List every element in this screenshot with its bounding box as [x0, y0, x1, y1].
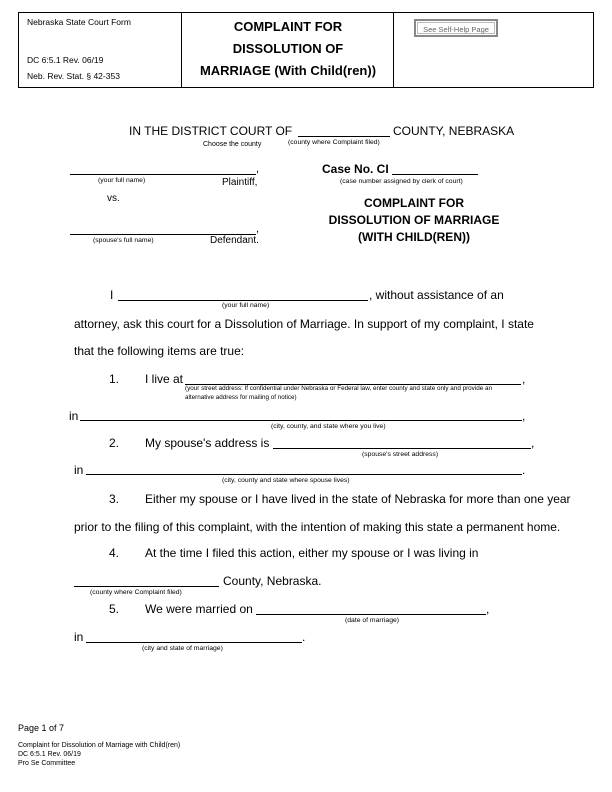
item5-in: in [74, 630, 84, 644]
item3-line2: prior to the filing of this complaint, with the intention of making this state a permanent home. [74, 520, 561, 534]
footer-committee: Pro Se Committee [18, 760, 76, 767]
item5-in-period: . [302, 630, 306, 644]
item5-label: We were married on [145, 602, 253, 616]
self-help-label: See Self-Help Page [417, 22, 495, 34]
item1-hint2: alternative address for mailing of notice) [185, 394, 297, 401]
form-info-box [18, 12, 182, 88]
case-no-label: Case No. CI [322, 162, 389, 176]
form-title-box [182, 12, 394, 88]
item5-number: 5. [109, 602, 120, 616]
footer-form-number: DC 6:5.1 Rev. 06/19 [18, 751, 81, 758]
item1-hint1: (your street address: If confidential under Nebraska or Federal law, enter county and state only and provide an [185, 385, 492, 392]
item2-city-hint: (city, county and state where spouse lives) [222, 477, 350, 484]
self-help-box [394, 12, 594, 88]
statute: Neb. Rev. Stat. § 42-353 [27, 71, 120, 81]
court-prefix: IN THE DISTRICT COURT OF [129, 124, 293, 138]
item2-address-field[interactable] [273, 448, 531, 449]
item1-in: in [69, 409, 79, 423]
item1-city-field[interactable] [80, 420, 522, 421]
doc-title-line1: COMPLAINT FOR [364, 196, 464, 210]
defendant-label: Defendant. [210, 235, 259, 246]
form-title-line2: DISSOLUTION OF [232, 41, 344, 56]
item4-county-field[interactable] [74, 586, 219, 587]
item1-label: I live at [145, 372, 184, 386]
item5-date-field[interactable] [256, 614, 486, 615]
defendant-name-hint: (spouse's full name) [93, 237, 154, 244]
form-title-line1: COMPLAINT FOR [233, 19, 343, 34]
doc-title-line2: DISSOLUTION OF MARRIAGE [328, 213, 500, 227]
item2-city-field[interactable] [86, 474, 522, 475]
item2-hint: (spouse's street address) [362, 451, 439, 458]
item4-line1: At the time I filed this action, either my spouse or I was living in [145, 546, 479, 560]
item1-city-hint: (city, county, and state where you live) [271, 423, 386, 430]
item4-hint: (county where Complaint filed) [90, 589, 182, 596]
item1-comma: , [522, 372, 526, 386]
case-no-field[interactable] [392, 174, 478, 175]
choose-county-link[interactable]: Choose the county [203, 141, 262, 148]
self-help-button[interactable] [414, 19, 498, 37]
form-header [18, 12, 594, 88]
item3-line1: Either my spouse or I have lived in the state of Nebraska for more than one year [145, 492, 571, 506]
plaintiff-comma: , [256, 163, 260, 175]
intro-line2: attorney, ask this court for a Dissolution of Marriage. In support of my complaint, I state [74, 317, 534, 331]
intro-tail: , without assistance of an [369, 288, 504, 302]
county-field[interactable] [298, 136, 390, 137]
item2-in-period: . [522, 463, 526, 477]
item5-hint: (date of marriage) [345, 617, 400, 624]
page-number: Page 1 of 7 [18, 723, 65, 733]
item4-number: 4. [109, 546, 120, 560]
case-no-hint: (case number assigned by clerk of court) [340, 178, 463, 185]
plaintiff-name-field[interactable] [70, 174, 256, 175]
intro-name-hint: (your full name) [222, 302, 270, 309]
doc-title-line3: (WITH CHILD(REN)) [358, 230, 470, 244]
form-title-line3: MARRIAGE (With Child(ren)) [199, 63, 377, 78]
item5-place-hint: (city and state of marriage) [142, 645, 223, 652]
item2-number: 2. [109, 436, 120, 450]
item2-in: in [74, 463, 84, 477]
intro-i: I [110, 288, 114, 302]
defendant-comma: , [256, 223, 260, 235]
item2-comma: , [531, 436, 535, 450]
form-number: DC 6:5.1 Rev. 06/19 [27, 55, 104, 65]
item5-place-field[interactable] [86, 642, 302, 643]
form-name: Nebraska State Court Form [27, 17, 131, 27]
county-hint: (county where Complaint filed) [288, 139, 380, 146]
footer-form-title: Complaint for Dissolution of Marriage with Child(ren) [18, 742, 181, 749]
plaintiff-label: Plaintiff, [222, 177, 258, 188]
vs-label: vs. [107, 193, 120, 204]
item5-comma: , [486, 602, 490, 616]
plaintiff-name-hint: (your full name) [98, 177, 146, 184]
item3-number: 3. [109, 492, 120, 506]
item4-county-suffix: County, Nebraska. [223, 574, 322, 588]
court-suffix: COUNTY, NEBRASKA [393, 124, 515, 138]
intro-name-field[interactable] [118, 300, 368, 301]
item2-label: My spouse's address is [145, 436, 270, 450]
item1-in-comma: , [522, 409, 526, 423]
intro-line3: that the following items are true: [74, 344, 245, 358]
item1-number: 1. [109, 372, 120, 386]
